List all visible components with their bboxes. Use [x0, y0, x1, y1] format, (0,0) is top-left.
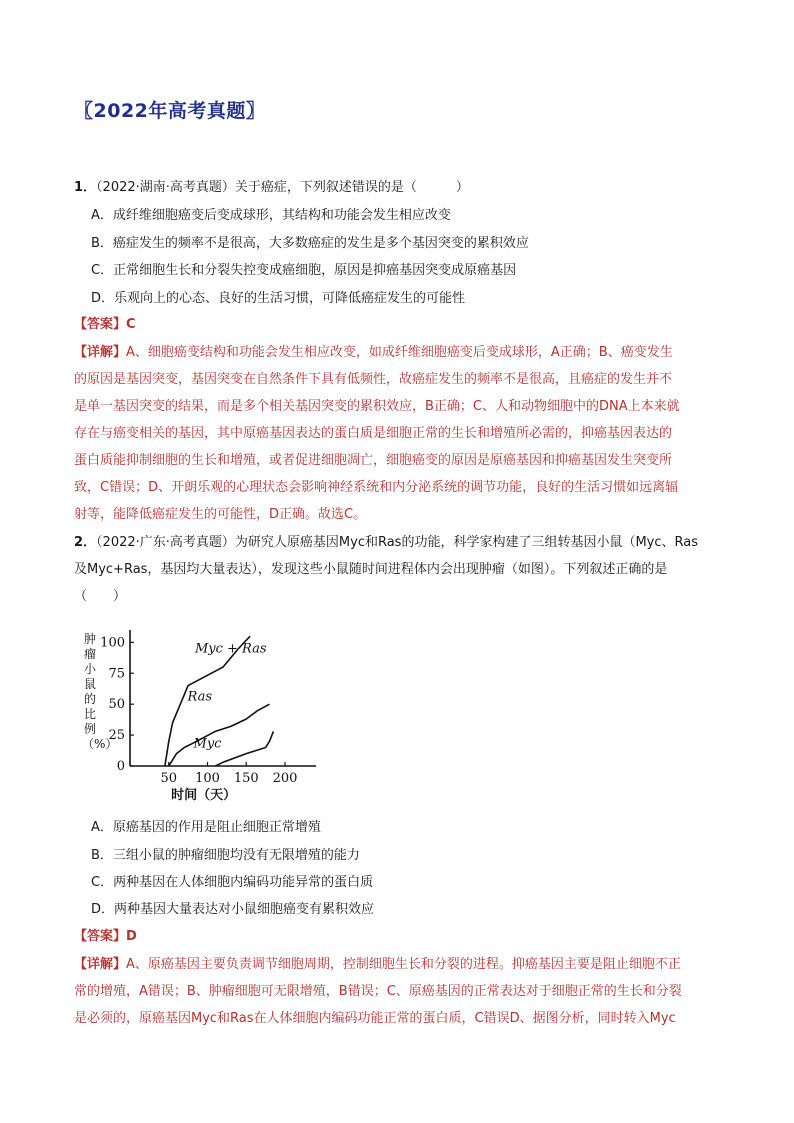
detail-label: 【详解】: [74, 957, 127, 972]
detail-text: A、细胞癌变结构和功能会发生相应改变，如成纤维细胞癌变后变成球形，A正确；B、癌变发生: [126, 345, 673, 360]
q2-answer: [74, 929, 137, 945]
tumor-incidence-chart: [78, 616, 328, 806]
page-title: 〖2022年高考真题〗: [74, 100, 266, 122]
q2-option-a: A．原癌基因的作用是阻止细胞正常增殖: [91, 820, 321, 835]
question-2-stem-line-2: 及Myc+Ras，基因均大量表达），发现这些小鼠随时间进程体内会出现肿瘤（如图）。下列叙述正确的是: [74, 562, 668, 577]
y-tick-label: 0: [116, 759, 125, 774]
question-text: 为研究人原癌基因Myc和Ras的功能，科学家构建了三组转基因小鼠（Myc、Ras: [234, 535, 698, 550]
question-source: （2022·广东·高考真题）: [96, 535, 235, 550]
question-2-stem-line-3: （ ）: [74, 589, 127, 604]
q1-detail-line-5: 蛋白质能抑制细胞的生长和增殖，或者促进细胞凋亡，细胞癌变的原因是原癌基因和抑癌基因发生突变所: [74, 453, 673, 468]
y-axis-title: 肿瘤小鼠的比例（%）: [82, 632, 118, 751]
q2-option-b: B．三组小鼠的肿瘤细胞均没有无限增殖的能力: [91, 848, 360, 863]
q1-option-a: A．成纤维细胞癌变后变成球形，其结构和功能会发生相应改变: [91, 208, 451, 223]
question-1-stem: [74, 180, 469, 196]
series-line-1: [169, 704, 270, 766]
series-label-1: Ras: [187, 689, 213, 705]
x-tick-label: 100: [195, 771, 220, 786]
q1-option-b: B．癌症发生的频率不是很高，大多数癌症的发生是多个基因突变的累积效应: [91, 236, 529, 251]
answer-label: 【答案】: [74, 317, 127, 332]
q2-detail-line-3: 是必须的，原癌基因Myc和Ras在人体细胞内编码功能正常的蛋白质，C错误D、据图分析，同时转入Myc: [74, 1011, 676, 1026]
detail-label: 【详解】: [74, 345, 127, 360]
question-number: 1．: [74, 180, 97, 195]
q2-detail-line-1: [74, 957, 681, 973]
y-tick-label: 75: [108, 666, 125, 682]
question-text: 关于癌症，下列叙述错误的是（ ）: [234, 180, 469, 195]
q1-option-c: C．正常细胞生长和分裂失控变成癌细胞，原因是抑癌基因突变成原癌基因: [91, 263, 517, 278]
x-axis-title: 时间（天）: [171, 788, 237, 803]
q1-detail-line-3: 是单一基因突变的结果，而是多个相关基因突变的累积效应，B正确；C、人和动物细胞中的DNA上本来就: [74, 399, 680, 414]
y-tick-label: 50: [108, 697, 125, 713]
series-line-2: [215, 731, 273, 766]
q1-answer: [74, 317, 136, 333]
y-tick-label: 25: [108, 728, 125, 744]
q2-detail-line-2: 常的增殖，A错误；B、肿瘤细胞可无限增殖，B错误；C、原癌基因的正常表达对于细胞正常的生长和分裂: [74, 984, 682, 999]
question-source: （2022·湖南·高考真题）: [96, 180, 235, 195]
y-tick-label: 100: [100, 635, 125, 651]
question-2-stem: [74, 535, 698, 551]
question-number: 2．: [74, 535, 97, 550]
answer-value: D: [126, 929, 137, 944]
q1-option-d: D．乐观向上的心态、良好的生活习惯，可降低癌症发生的可能性: [91, 291, 466, 306]
q1-detail-line-6: 致，C错误；D、开朗乐观的心理状态会影响神经系统和内分泌系统的调节功能，良好的生活习惯如远离辐: [74, 480, 679, 495]
answer-value: C: [126, 317, 136, 332]
series-label-2: Myc: [193, 736, 222, 752]
chart-svg: [78, 616, 328, 806]
answer-label: 【答案】: [74, 929, 127, 944]
x-tick-label: 150: [233, 771, 259, 786]
x-tick-label: 50: [160, 771, 178, 786]
q1-detail-line-7: 射等，能降低癌症发生的可能性，D正确。故选C。: [74, 507, 367, 522]
q2-option-d: D．两种基因大量表达对小鼠细胞癌变有累积效应: [91, 902, 375, 917]
q1-detail-line-1: [74, 345, 673, 361]
q1-detail-line-2: 的原因是基因突变，基因突变在自然条件下具有低频性，故癌症发生的频率不是很高，且癌症的发生并不: [74, 372, 673, 387]
x-tick-label: 200: [272, 771, 298, 786]
q2-option-c: C．两种基因在人体细胞内编码功能异常的蛋白质: [91, 875, 374, 890]
q1-detail-line-4: 存在与癌变相关的基因，其中原癌基因表达的蛋白质是细胞正常的生长和增殖所必需的，抑癌基因表达的: [74, 426, 673, 441]
series-label-0: Myc + Ras: [194, 641, 267, 657]
detail-text: A、原癌基因主要负责调节细胞周期，控制细胞生长和分裂的进程。抑癌基因主要是阻止细胞不正: [126, 957, 681, 972]
